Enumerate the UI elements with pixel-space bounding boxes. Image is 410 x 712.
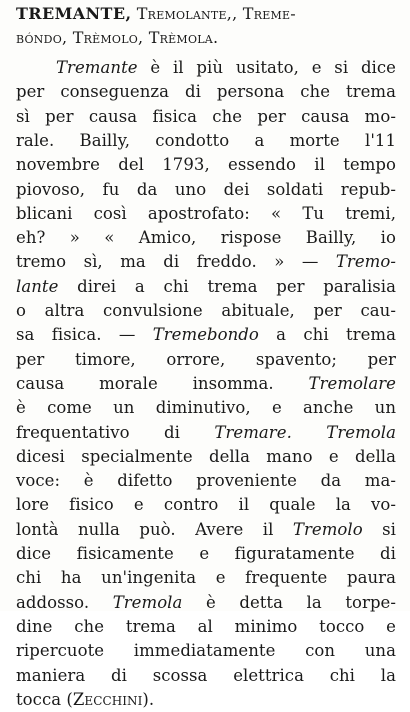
text-run: blicani così apostrofato: « Tu tremi, [16,203,396,223]
body-line [16,372,396,396]
body-line [56,56,396,80]
text-run: a chi trema [258,325,396,345]
text-run: è come un diminutivo, e anche un [16,398,396,418]
text-run: lore fisico e contro il quale la vo- [16,495,396,515]
text-run: chi ha un'ingenita e frequente paura [16,568,396,588]
text-run: dice fisicamente e figuratamente di [16,544,396,563]
text-run: addosso. [16,592,113,612]
body-line [16,518,396,542]
body-line [16,445,396,469]
text-run: voce: è difetto proveniente da ma- [16,471,396,491]
text-run: tremo sì, ma di freddo. » — [16,252,336,272]
body-line [16,202,396,226]
text-run: ripercuote immediatamente con una [16,641,396,661]
body-line [16,688,396,712]
text-run: lontà nulla può. Avere il [16,519,293,539]
body-line [16,250,396,274]
body-line [16,566,396,590]
text-run: piovoso, fu da uno dei soldati repub- [16,179,396,199]
body-line [16,493,396,517]
body-line [16,396,396,420]
body-line [16,299,396,323]
italic-term: Tremante [56,58,138,77]
italic-term: lante [16,276,59,296]
text-run: per timore, orrore, spavento; per [16,349,396,369]
text-run: sì per causa fisica che per causa mo- [16,106,396,126]
body-line [16,615,396,639]
body-line [16,542,396,566]
text-run: o altra convulsione abituale, per cau- [16,301,396,320]
italic-term: Tremo- [335,252,396,272]
body-line [16,469,396,493]
entry-synonyms-1: Tremolante,, Treme- [131,4,296,23]
italic-term: Tremola [112,592,183,612]
body-line [16,664,396,688]
text-run: maniera di scossa elettrica chi la [16,665,396,685]
body-line [16,226,396,250]
text-run: si [362,519,397,539]
italic-term: Tremebondo [152,325,259,345]
text-run: causa morale insomma. [16,373,309,393]
body-line [16,178,396,202]
text-run: per conseguenza di persona che trema [16,82,396,102]
body-line [16,129,396,153]
italic-term: Tremare. Tremola [214,422,396,442]
italic-term: Tremolare [308,373,396,393]
entry-heading-line-1 [16,2,396,26]
text-run: sa fisica. — [16,325,153,345]
text-run: direi a chi trema per paralisia [58,276,396,296]
body-line [16,105,396,129]
body-line [16,275,396,299]
text-run: eh? » « Amico, rispose Bailly, io [16,228,396,248]
author-name: Zecchini [72,689,143,709]
entry-heading-line-2 [16,26,396,50]
text-run: novembre del 1793, essendo il tempo [16,155,396,175]
body-line [16,348,396,372]
text-run: dine che trema al minimo tocco e [16,616,396,636]
text-run: frequentativo di [16,422,215,442]
entry-synonyms-2: bóndo, Trèmolo, Trèmola. [16,28,219,47]
body-line [16,80,396,104]
body-line [16,323,396,347]
text-run: ). [142,689,155,709]
body-line [16,639,396,663]
entry-headword: TREMANTE, [16,4,132,23]
body-line [16,421,396,445]
text-run: è il più usitato, e si dice [137,58,396,77]
text-run: tocca ( [16,689,73,709]
text-run: è detta la torpe- [182,592,396,612]
body-line [16,153,396,177]
italic-term: Tremolo [292,519,363,539]
text-run: dicesi specialmente della mano e della [16,446,396,466]
text-run: rale. Bailly, condotto a morte l'11 [16,130,396,150]
